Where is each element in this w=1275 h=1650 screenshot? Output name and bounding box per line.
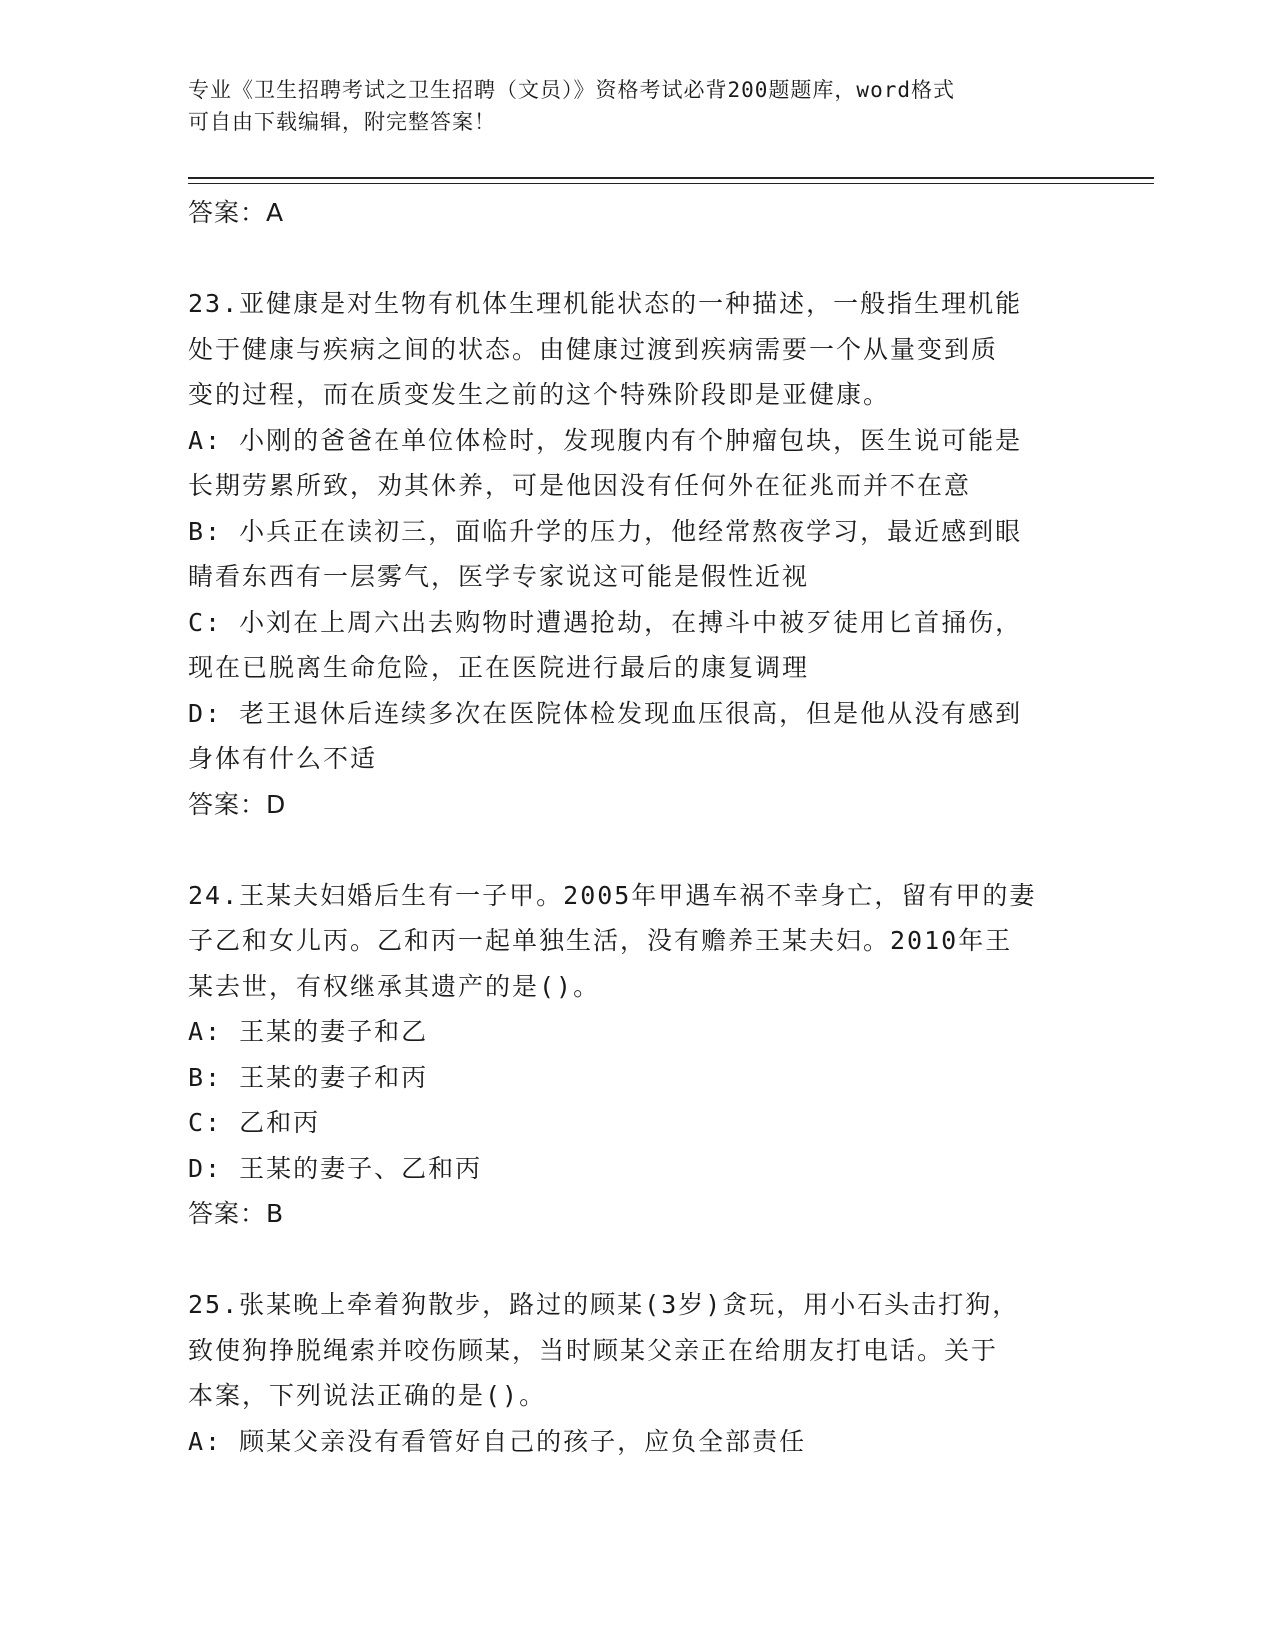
question-stem-line: 某去世，有权继承其遗产的是()。 [188, 971, 601, 1001]
question-25 [188, 1282, 1118, 1464]
option-d-line: 身体有什么不适 [188, 744, 378, 773]
option-a-line: 长期劳累所致，劝其休养，可是他因没有任何外在征兆而并不在意 [188, 471, 972, 500]
question-stem-line: 23.亚健康是对生物有机体生理机能状态的一种描述，一般指生理机能 [188, 289, 1023, 318]
answer-line: 答案：D [188, 789, 287, 819]
spacer [188, 1237, 1118, 1283]
header-title-line-1: 专业《卫生招聘考试之卫生招聘（文员）》资格考试必背200题题库，word格式 [188, 78, 955, 102]
question-list [188, 190, 1118, 1464]
option-a-line: A: 王某的妻子和乙 [188, 1017, 429, 1046]
option-d-line: D: 王某的妻子、乙和丙 [188, 1153, 483, 1183]
option-c-line: 现在已脱离生命危险，正在医院进行最后的康复调理 [188, 653, 810, 682]
question-stem-line: 25.张某晚上牵着狗散步，路过的顾某(3岁)贪玩，用小石头击打狗， [188, 1290, 1020, 1319]
question-stem-line: 致使狗挣脱绳索并咬伤顾某，当时顾某父亲正在给朋友打电话。关于 [188, 1335, 999, 1365]
question-stem-line: 24.王某夫妇婚后生有一子甲。2005年甲遇车祸不幸身亡，留有甲的妻 [188, 880, 1037, 910]
option-c-line: C: 乙和丙 [188, 1108, 321, 1137]
spacer [188, 827, 1118, 873]
question-23 [188, 281, 1118, 827]
option-a-line: A: 顾某父亲没有看管好自己的孩子，应负全部责任 [188, 1426, 807, 1456]
header-rule-thick [188, 177, 1154, 179]
question-stem-line: 处于健康与疾病之间的状态。由健康过渡到疾病需要一个从量变到质 [188, 334, 999, 364]
option-d-line: D: 老王退休后连续多次在医院体检发现血压很高，但是他从没有感到 [188, 698, 1023, 728]
option-b-line: B: 王某的妻子和丙 [188, 1062, 429, 1092]
question-stem-line: 本案，下列说法正确的是()。 [188, 1381, 547, 1410]
option-c-line: C: 小刘在上周六出去购物时遭遇抢劫，在搏斗中被歹徒用匕首捅伤， [188, 607, 1023, 637]
question-24 [188, 873, 1118, 1237]
option-b-line: 睛看东西有一层雾气，医学专家说这可能是假性近视 [188, 562, 810, 591]
option-a-line: A: 小刚的爸爸在单位体检时，发现腹内有个肿瘤包块，医生说可能是 [188, 425, 1023, 455]
header-rule-thin [188, 183, 1154, 184]
question-stem-line: 子乙和女儿丙。乙和丙一起单独生活，没有赡养王某夫妇。2010年王 [188, 926, 1013, 955]
spacer [188, 236, 1118, 282]
option-b-line: B: 小兵正在读初三，面临升学的压力，他经常熬夜学习，最近感到眼 [188, 516, 1023, 546]
previous-answer: 答案：A [188, 198, 285, 227]
answer-line: 答案：B [188, 1199, 285, 1228]
question-stem-line: 变的过程，而在质变发生之前的这个特殊阶段即是亚健康。 [188, 380, 891, 409]
document-header [188, 74, 1088, 138]
header-title-line-2: 可自由下载编辑，附完整答案！ [188, 110, 496, 134]
